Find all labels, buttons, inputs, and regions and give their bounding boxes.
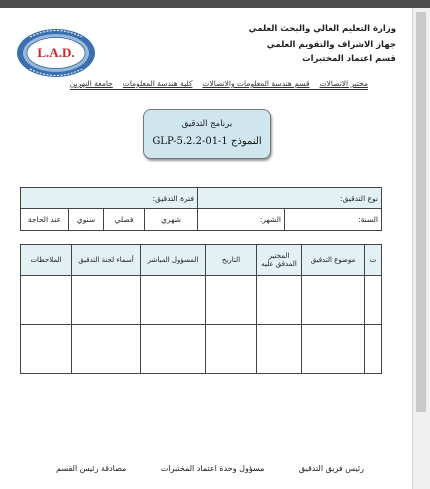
year-label: السنة: <box>285 209 382 231</box>
ministry-name: وزارة التعليم العالي والبحث العلمي <box>248 24 396 34</box>
table-cell <box>141 325 206 374</box>
program-title-box <box>143 109 271 159</box>
audit-type-label: نوع التدقيق: <box>198 188 382 209</box>
program-title: برنامج التدقيق <box>181 119 233 129</box>
nav-department: قسم هندسة المعلومات والاتصالات <box>202 79 310 88</box>
document-page <box>0 8 412 489</box>
section-name: قسم اعتماد المختبرات <box>302 54 396 64</box>
table-cell <box>365 276 382 325</box>
table-cell <box>141 276 206 325</box>
col-header-supervisor: المسؤول المباشر <box>141 245 206 276</box>
table-cell <box>302 325 365 374</box>
nav-lab: مختبر الاتصالات <box>319 79 368 88</box>
table-cell <box>257 276 302 325</box>
col-header-committee: أسماء لجنة التدقيق <box>72 245 141 276</box>
table-cell <box>206 276 257 325</box>
table-cell <box>302 276 365 325</box>
scrollbar-thumb[interactable] <box>416 12 426 412</box>
annual-option: سنوي <box>69 209 104 231</box>
window-top-bar <box>0 0 430 8</box>
monthly-option: شهري <box>145 209 198 231</box>
col-header-subject: موضوع التدقيق <box>302 245 365 276</box>
table-cell <box>257 325 302 374</box>
table-cell <box>206 325 257 374</box>
lad-logo <box>16 28 96 78</box>
quarterly-option: فصلي <box>104 209 145 231</box>
signature-audit-team-head: رئيس فريق التدقيق <box>298 464 364 473</box>
nav-university: جامعة النهرين <box>69 79 113 88</box>
table-cell <box>72 325 141 374</box>
table-row <box>21 276 382 325</box>
nav-college: كلية هندسة المعلومات <box>122 79 193 88</box>
as-needed-option: عند الحاجة <box>21 209 69 231</box>
col-header-lab: المختبر المدقق عليه <box>257 245 302 276</box>
audit-info-table <box>20 187 382 231</box>
svg-text:L.A.D.: L.A.D. <box>37 45 75 60</box>
col-header-number: ت <box>365 245 382 276</box>
table-cell <box>21 276 72 325</box>
signature-lab-accreditation-officer: مسؤول وحدة اعتماد المختبرات <box>160 464 265 473</box>
signature-line <box>56 464 364 473</box>
signature-department-head: مصادقة رئيس القسم <box>56 464 127 473</box>
col-header-date: التاريخ <box>206 245 257 276</box>
table-cell <box>365 325 382 374</box>
form-code: GLP-5.2.2-01-1 النموذج <box>152 136 262 147</box>
department-name: جهاز الاشراف والتقويم العلمي <box>266 40 396 50</box>
col-header-notes: الملاحظات <box>21 245 72 276</box>
month-label: الشهر: <box>198 209 285 231</box>
affiliation-line <box>70 79 368 90</box>
table-cell <box>72 276 141 325</box>
table-cell <box>21 325 72 374</box>
table-row <box>21 325 382 374</box>
vertical-scrollbar[interactable] <box>412 8 430 489</box>
audit-period-label: فترة التدقيق: <box>21 188 198 209</box>
audit-schedule-table <box>20 244 382 374</box>
